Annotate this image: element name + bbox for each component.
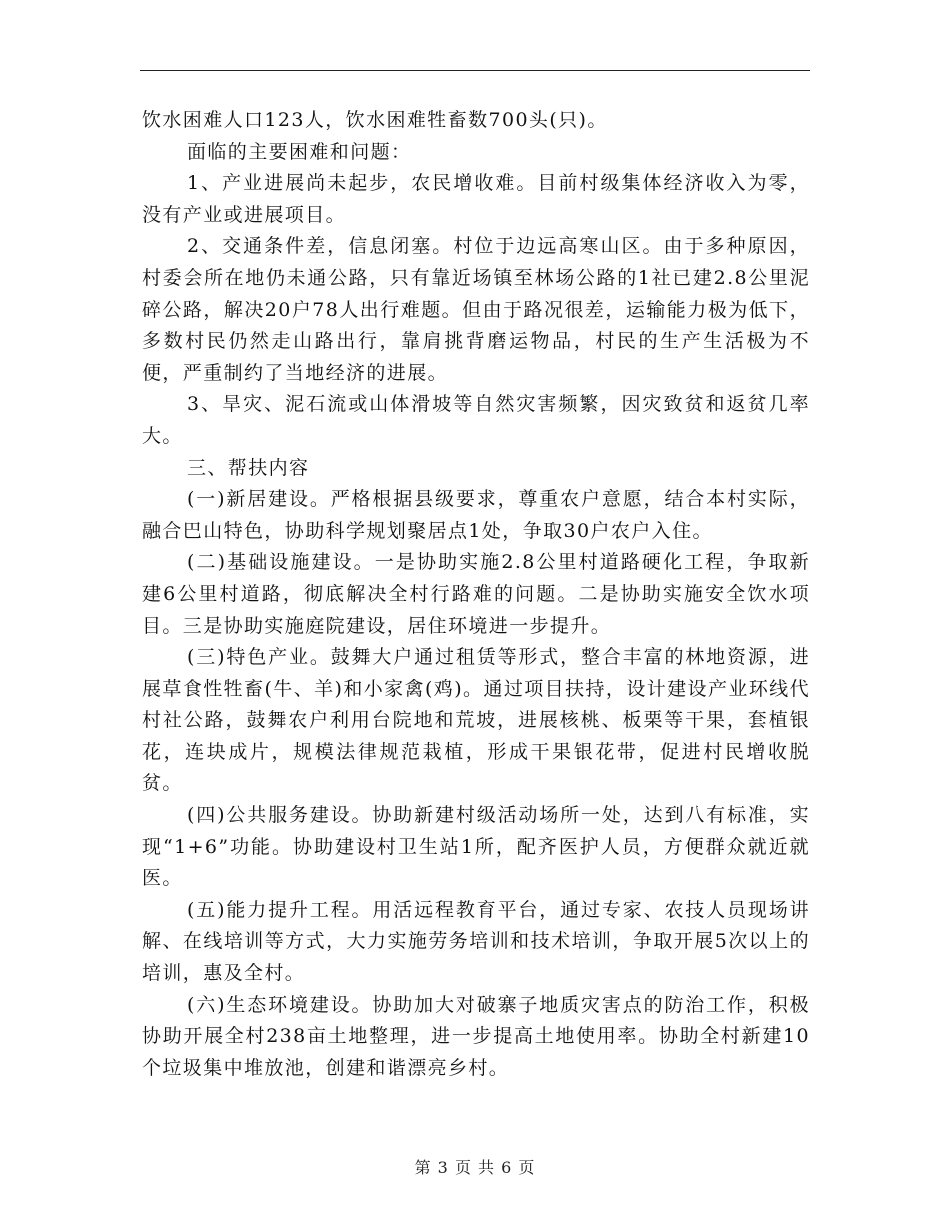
document-body — [142, 105, 810, 1084]
paragraph: (四)公共服务建设。协助新建村级活动场所一处，达到八有标准，实现“1+6”功能。协助建设村卫生站1所，配齐医护人员，方便群众就近就医。 — [142, 804, 810, 890]
paragraph: (二)基础设施建设。一是协助实施2.8公里村道路硬化工程，争取新建6公里村道路，彻底解决全村行路难的问题。二是协助实施安全饮水项目。三是协助实施庭院建设，居住环境进一步提升。 — [142, 551, 810, 637]
paragraph: (五)能力提升工程。用活远程教育平台，通过专家、农技人员现场讲解、在线培训等方式，大力实施劳务培训和技术培训，争取开展5次以上的培训，惠及全村。 — [142, 898, 810, 985]
paragraph: (一)新居建设。严格根据县级要求，尊重农户意愿，结合本村实际，融合巴山特色，协助科学规划聚居点1处，争取30户农户入住。 — [142, 488, 810, 542]
header-rule — [140, 70, 810, 71]
paragraph: 面临的主要困难和问题： — [187, 140, 412, 163]
section-heading: 三、帮扶内容 — [187, 456, 310, 479]
paragraph: (六)生态环境建设。协助加大对破寨子地质灾害点的防治工作，积极协助开展全村238亩土地整理，进一步提高土地使用率。协助全村新建10个垃圾集中堆放池，创建和谐漂亮乡村。 — [142, 993, 810, 1079]
paragraph: (三)特色产业。鼓舞大户通过租赁等形式，整合丰富的林地资源，进展草食性牲畜(牛、羊)和小家禽(鸡)。通过项目扶持，设计建设产业环线代村社公路，鼓舞农户利用台院地和荒坡，进展核桃、板栗等干果，套植银花，连块成片，规模法律规范栽植，形成干果银花带，促进村民增收脱贫。 — [142, 646, 810, 795]
paragraph: 饮水困难人口123人，饮水困难牲畜数700头(只)。 — [142, 109, 608, 131]
page-footer: 第 3 页 共 6 页 — [414, 1158, 536, 1177]
paragraph: 2、交通条件差，信息闭塞。村位于边远高寒山区。由于多种原因，村委会所在地仍未通公路，只有靠近场镇至林场公路的1社已建2.8公里泥碎公路，解决20户78人出行难题。但由于路况很差，运输能力极为低下，多数村民仍然走山路出行，靠肩挑背磨运物品，村民的生产生活极为不便，严重制约了当地经济的进展。 — [142, 235, 810, 384]
paragraph: 3、旱灾、泥石流或山体滑坡等自然灾害频繁，因灾致贫和返贫几率大。 — [142, 393, 810, 447]
paragraph: 1、产业进展尚未起步，农民增收难。目前村级集体经济收入为零，没有产业或进展项目。 — [142, 172, 810, 226]
